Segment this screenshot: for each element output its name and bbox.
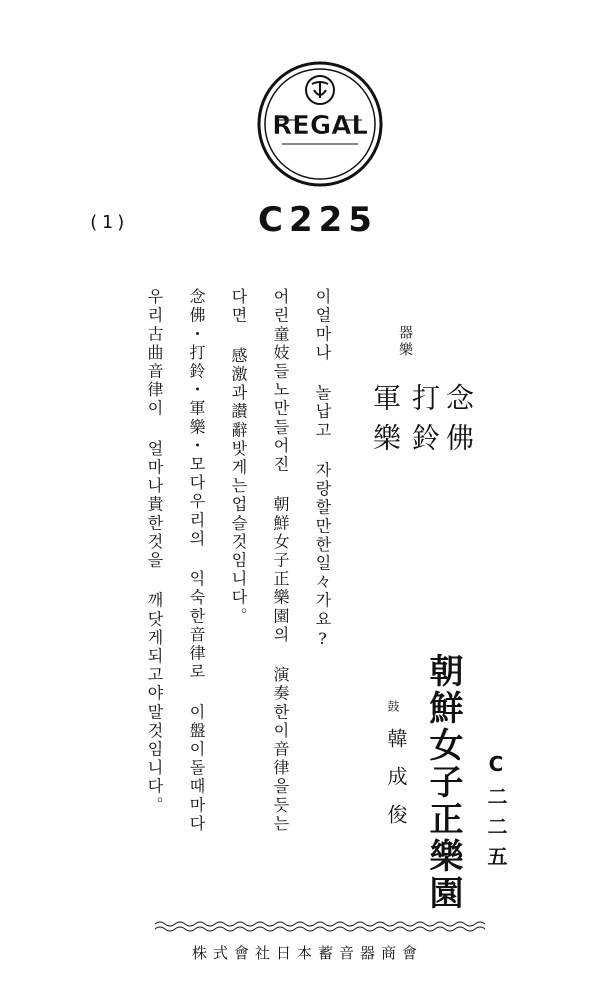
- description-column: 우리古曲音律이 얼마나貴한것을 깨닷게되고야말것임니다。: [145, 288, 164, 815]
- description-column: 다면 感激과讃辭밧게는업슬것임니다。: [229, 288, 248, 626]
- logo-brand-text: REGAL: [272, 111, 368, 141]
- performer-name: 朝鮮女子正樂園: [423, 653, 463, 912]
- description-column: 어린童妓들노만들어진 朝鮮女子正樂園의 演奏한이音律을듯는: [271, 288, 290, 834]
- regal-logo: [256, 60, 384, 188]
- logo-emblem-mark-icon: [312, 82, 328, 98]
- drum-player-name: 韓成俊: [384, 728, 408, 842]
- side-catalog-number: C二二五: [484, 752, 508, 876]
- description-column: 이얼마나 놀납고 자랑할만한일々가요?: [313, 288, 332, 651]
- page-number: (1): [88, 212, 130, 233]
- catalog-number: C225: [258, 200, 378, 240]
- instrument-label: 器樂: [397, 325, 413, 359]
- footer-wavy-rule: [155, 918, 485, 934]
- footer-company-name: 株式會社日本蓄音器商會: [191, 944, 423, 962]
- title-taryeong: 打鈴: [408, 383, 441, 463]
- drum-label: 鼓: [386, 700, 400, 712]
- title-gunak: 軍樂: [369, 383, 402, 463]
- title-yeombul: 念佛: [442, 383, 475, 463]
- description-column: 念佛・打鈴・軍樂・모다우리의 익숙한音律로 이盤이돌때마다: [187, 288, 206, 834]
